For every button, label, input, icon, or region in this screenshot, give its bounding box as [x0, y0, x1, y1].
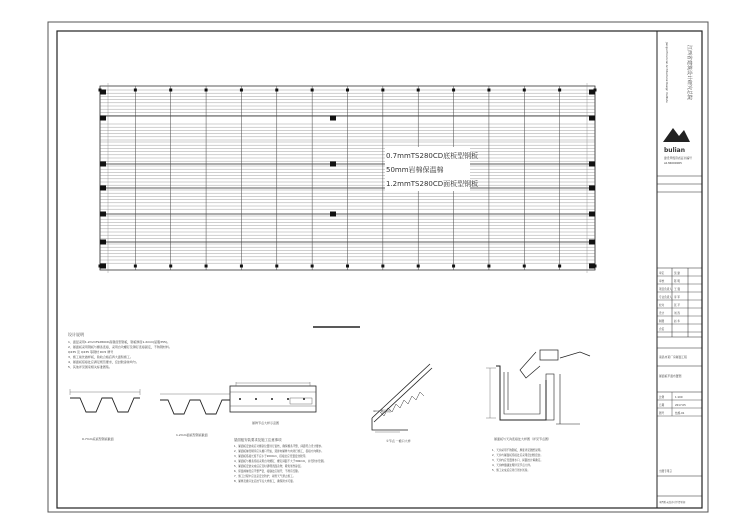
profile-section-mid: [160, 394, 230, 437]
rafter-support-mark: [169, 265, 172, 268]
column-mark: [100, 116, 106, 121]
note-line: 2、屋面板采用钢板与檩条连接，采用自攻螺钉及铆钉连接固定，不锈钢材料。: [68, 345, 172, 349]
role-signature: 陈 明: [674, 280, 681, 283]
role-label: 设计: [659, 312, 665, 315]
column-mark: [589, 186, 595, 191]
eave-detail-caption: ①节点 一檐口大样: [386, 439, 411, 443]
rafter-support-mark: [99, 265, 102, 268]
rafter-support-mark: [205, 89, 208, 92]
role-signature: 张 平: [674, 304, 681, 307]
rafter-support-mark: [381, 265, 384, 268]
footer-note: 本图纸未经许可不得复制: [659, 501, 686, 504]
roof-plan: [99, 83, 597, 273]
rafter-support-mark: [417, 265, 420, 268]
install-note-line: 8、屋脊及檐口处应按节点大样施工，确保防水可靠。: [234, 480, 296, 483]
scale-value: 1:100: [675, 396, 683, 399]
design-notes: [68, 331, 172, 369]
rafter-support-mark: [523, 265, 526, 268]
rafter-support-mark: [487, 89, 490, 92]
drawing-title: 屋面板平面布置图: [659, 374, 682, 378]
rafter-support-mark: [558, 89, 561, 92]
rafter-support-mark: [99, 89, 102, 92]
column-mark: [589, 212, 595, 217]
rafter-support-mark: [594, 89, 597, 92]
note-line: 1、面层采用1.2mmTS280CD高强度型钢板，钢板厚度1.2mm(屈服355)。: [68, 340, 171, 344]
install-note-line: 4、屋面板与檩条连接采用自攻螺钉，螺钉间距不大于300mm，并设防水垫圈。: [234, 460, 327, 463]
roof-label-1: 0.7mmTS280CD底板型钢板: [386, 152, 479, 160]
note-line: 3、施工前先做样板，验收合格后再大面积施工。: [68, 355, 133, 359]
install-notes: [234, 437, 326, 483]
company-logo-text: bulian: [664, 147, 685, 154]
gutter-detail: [486, 350, 590, 472]
cert-number: A136000005: [664, 161, 682, 165]
install-note-line: 1、屋面板安装前应对檩条位置进行复核，确保檩条平整，间距符合设计要求。: [234, 445, 324, 448]
date-value: 2017.05: [675, 404, 686, 407]
note-line: 4、屋面板搭接处应满足规范要求，密封胶涂抹均匀。: [68, 360, 139, 364]
column-mark: [100, 186, 106, 191]
rafter-support-mark: [205, 265, 208, 268]
rafter-support-mark: [311, 265, 314, 268]
role-signature: 刘 涛: [674, 312, 681, 315]
install-note-line: 6、保温棉铺设应平整严密，接缝处应错开，不得有空隙。: [234, 470, 301, 473]
install-note-line: 7、施工过程中应注意安全防护，雨雪天气禁止施工。: [234, 475, 296, 478]
rafter-support-mark: [346, 89, 349, 92]
rafter-support-mark: [558, 265, 561, 268]
role-label: 审定: [659, 272, 665, 275]
gutter-note-line: 5、施工完成后应进行闭水试验。: [492, 469, 530, 472]
column-mark: [330, 116, 336, 121]
company-vertical-name: 江西省建筑设计研究总院: [686, 45, 692, 101]
gutter-note-line: 4、天沟伸缩缝处理详见节点大样。: [492, 464, 533, 467]
project-title: 南昌市某厂房屋面工程: [659, 355, 687, 359]
column-mark: [589, 116, 595, 121]
roof-label-3: 1.2mmTS280CD面板型钢板: [386, 180, 479, 188]
gutter-note-line: 2、天沟与屋面板连接处应采用密封胶密封。: [492, 454, 543, 457]
profile-mid-caption: 1.2mm面板型钢板截面: [176, 433, 208, 437]
stamp-label: 出图专用章: [659, 470, 672, 473]
role-signature: 李 军: [674, 296, 681, 299]
detail-box-caption: 屋脊节点大样示意图: [252, 421, 280, 425]
rafter-support-mark: [134, 265, 137, 268]
roof-purlin-lines: [100, 83, 595, 273]
inner-frame: [57, 31, 702, 508]
role-signature: 赵 华: [674, 320, 681, 323]
column-mark: [589, 240, 595, 245]
scale-label: 比例: [659, 396, 665, 399]
role-signature: 王 强: [674, 288, 681, 291]
notes-title: 设计说明: [68, 332, 84, 337]
rafter-support-mark: [134, 89, 137, 92]
install-note-line: 5、屋面板安装完成后应及时清理表面杂物，避免划伤涂层。: [234, 465, 304, 468]
rafter-support-mark: [275, 89, 278, 92]
role-label: 审核: [659, 280, 665, 283]
gutter-note-line: 3、天沟内应设置排水口，间距按计算确定。: [492, 459, 543, 462]
rafter-support-mark: [346, 265, 349, 268]
rafter-support-mark: [523, 89, 526, 92]
rafter-support-mark: [487, 265, 490, 268]
outer-frame: [48, 22, 708, 512]
role-label: 项目负责人: [659, 288, 672, 291]
install-note-line: 3、屋面板搭接长度不应小于200mm，搭接处应设置密封胶带。: [234, 455, 308, 458]
rafter-support-mark: [311, 89, 314, 92]
column-mark: [589, 162, 595, 167]
cert-line: 建设甲级资质证书编号: [664, 156, 692, 160]
title-block: [657, 41, 702, 504]
column-mark: [330, 162, 336, 167]
rafter-support-mark: [417, 89, 420, 92]
profile-section-left: [70, 389, 140, 441]
rafter-support-mark: [452, 89, 455, 92]
gutter-detail-caption: 屋面板与天沟连接处大样图（详见节点图）: [494, 437, 552, 441]
role-label: 校对: [659, 304, 665, 307]
company-logo: [663, 128, 690, 154]
install-notes-title: 屋面板安装要求及施工注意事项: [234, 438, 282, 442]
note-line: Q235 及 Q235 等钢材 DC5 牌号: [68, 350, 114, 354]
role-label: 制图: [659, 320, 665, 323]
eave-dim-label: 4mm 螺钉连接: [373, 410, 391, 413]
note-line: 5、其他详见国家相关标准图集。: [68, 365, 112, 369]
rafter-support-mark: [240, 265, 243, 268]
gutter-note-line: 1、天沟采用不锈钢板，厚度详见图纸说明。: [492, 449, 543, 452]
drawing-number-label: 图号: [659, 412, 665, 415]
eave-detail: [372, 364, 432, 443]
rafter-support-mark: [169, 89, 172, 92]
install-note-line: 2、屋面板铺设顺序应从檐口开始，逐排向屋脊方向进行施工，搭接方向顺水。: [234, 450, 324, 453]
column-mark: [100, 212, 106, 217]
profile-left-caption: 0.7mm底板型钢板截面: [82, 437, 114, 441]
column-mark: [330, 212, 336, 217]
column-mark: [100, 162, 106, 167]
date-label: 日期: [659, 404, 665, 407]
rafter-support-mark: [240, 89, 243, 92]
rafter-support-mark: [594, 265, 597, 268]
ridge-detail: [230, 382, 316, 425]
rafter-support-mark: [381, 89, 384, 92]
drawing-number: 结施-01: [675, 412, 685, 415]
rafter-support-mark: [275, 265, 278, 268]
rafter-support-mark: [452, 265, 455, 268]
role-label: 会签: [659, 328, 665, 331]
column-mark: [100, 240, 106, 245]
role-signature: 吴 建: [674, 272, 681, 275]
roof-label-2: 50mm岩棉保温棉: [386, 166, 444, 174]
role-label: 专业负责人: [659, 296, 672, 299]
company-english-name: Jiangxi Provincial Architectural Design Institute: [665, 42, 668, 103]
